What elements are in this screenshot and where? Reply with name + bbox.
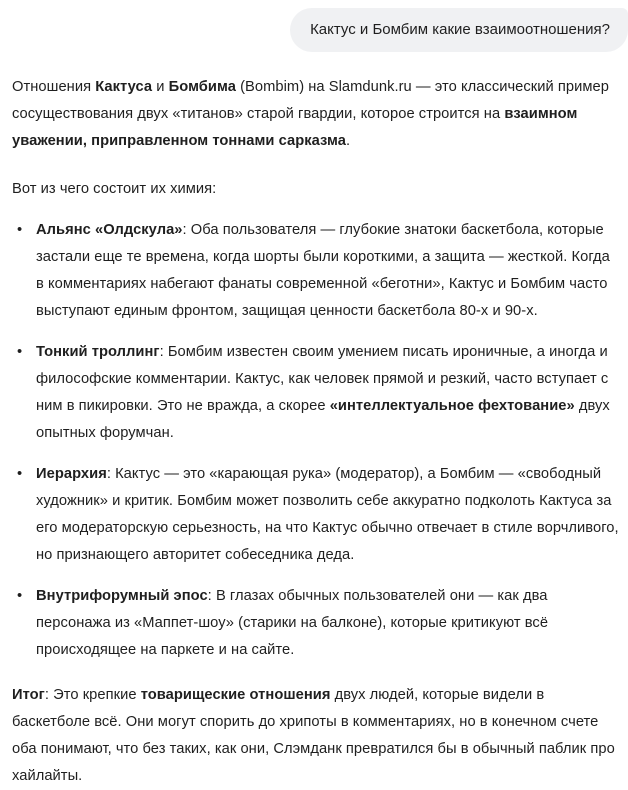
conclusion-text-2: двух людей, которые видели в баскетболе всё. Они могут спорить до хрипоты в комментариях, но в конечном счете оба понимают, что без таких, как они, Слэмданк превратился бы в обычный паблик про хайлайты. (12, 687, 615, 784)
intro-text-1: Отношения (12, 79, 96, 95)
intro-text-2: и (152, 79, 169, 95)
intro-bold-respect: взаимном уважении, приправленном тоннами сарказма (12, 106, 578, 149)
conclusion-text-1: Это крепкие (53, 687, 141, 703)
bullet-icon: • (17, 222, 23, 238)
point-body-1: Кактус — это «карающая рука» (модератор), а Бомбим — «свободный художник» и критик. Бомбим может позволить себе аккуратно подколоть Кактуса за его модераторскую серьезность, на что Кактус обычно отвечает в стиле ворчливого, но признающего авторитет собеседника деда. (36, 466, 619, 563)
intro-bold-kaktus: Кактуса (95, 79, 153, 95)
assistant-message (0, 74, 628, 790)
list-item (12, 339, 620, 447)
point-title: Тонкий троллинг (36, 344, 160, 360)
intro-paragraph (12, 74, 620, 155)
conclusion-bold: товарищеские отношения (140, 687, 331, 703)
conclusion-paragraph (12, 682, 620, 790)
lead-in-paragraph: Вот из чего состоит их химия: (12, 181, 217, 197)
conclusion-separator: : (44, 687, 54, 703)
point-separator: : (106, 466, 116, 482)
point-body-1: В глазах обычных пользователей они — как два персонажа из «Маппет-шоу» (старики на балконе), которые критикуют всё происходящее на паркете и на сайте. (36, 588, 549, 658)
point-title: Иерархия (36, 466, 107, 482)
list-item (12, 217, 620, 325)
intro-text-3: (Bombim) на Slamdunk.ru — это классический пример сосуществования двух «титанов» старой гвардии, которое строится на (12, 79, 609, 122)
list-item (12, 583, 620, 664)
point-separator: : (159, 344, 168, 360)
list-item (12, 461, 620, 569)
bullet-icon: • (17, 344, 23, 360)
intro-bold-bombim: Бомбима (168, 79, 236, 95)
point-body-1: Оба пользователя — глубокие знатоки баскетбола, которые застали еще те времена, когда шорты были короткими, а защита — жесткой. Когда в комментариях набегают фанаты современной «беготни», Кактус и Бомбим часто выступают единым фронтом, защищая ценности баскетбола 80-х и 90-х. (36, 222, 610, 319)
point-body-1: Бомбим известен своим умением писать ироничные, а иногда и философские комментарии. Кактус, как человек прямой и резкий, часто вступает с ним в пикировки. Это не вражда, а скорее (36, 344, 609, 414)
points-list (12, 217, 620, 664)
point-body-bold: «интеллектуальное фехтование» (329, 398, 575, 414)
point-title: Внутрифорумный эпос (36, 588, 208, 604)
bullet-icon: • (17, 466, 23, 482)
intro-text-4: . (345, 133, 351, 149)
point-body-2: двух опытных форумчан. (36, 398, 610, 441)
user-message-row (0, 0, 628, 52)
point-separator: : (207, 588, 216, 604)
point-title: Альянс «Олдскула» (36, 222, 183, 238)
bullet-icon: • (17, 588, 23, 604)
conclusion-label: Итог (12, 687, 45, 703)
point-separator: : (182, 222, 191, 238)
user-message-bubble[interactable]: Кактус и Бомбим какие взаимоотношения? (290, 8, 628, 52)
